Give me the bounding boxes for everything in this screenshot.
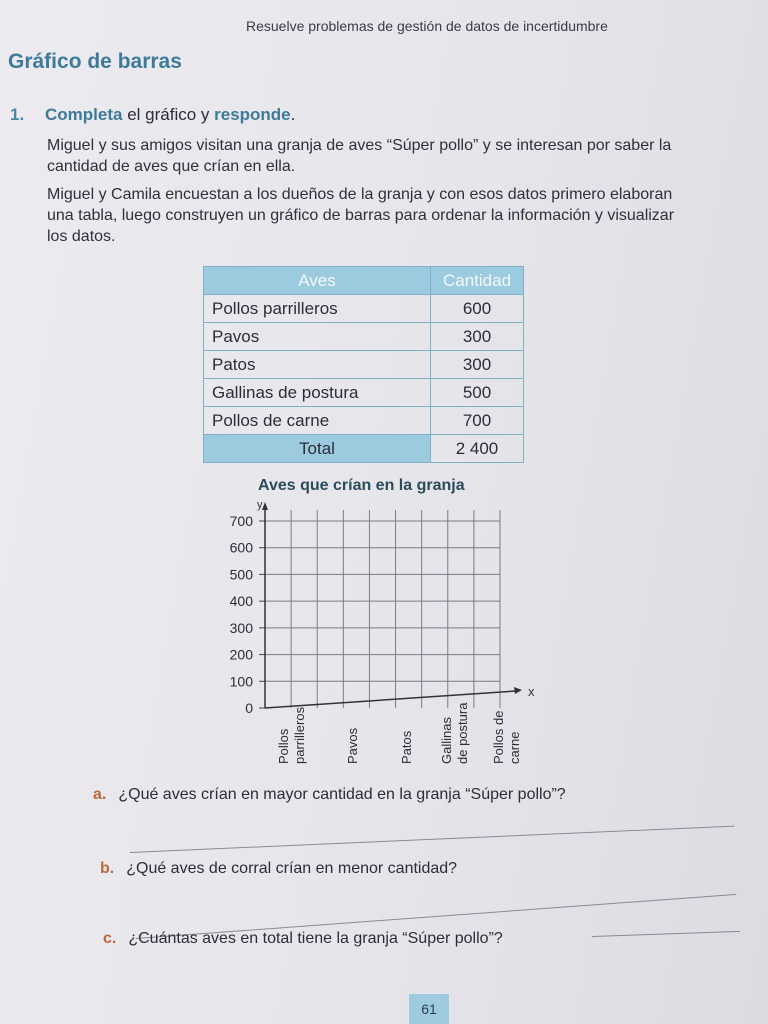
question-a-letter: a. (93, 786, 107, 803)
question-b-text: ¿Qué aves de corral crían en menor cantidad? (126, 860, 458, 877)
instruction-end: . (290, 105, 296, 124)
x-category-label (276, 706, 307, 764)
context-paragraph-2: Miguel y Camila encuestan a los dueños de la granja y con esos datos primero elaboran una tabla, luego construyen un gráfico de barras para ordenar la información y visualizar los datos. (47, 186, 675, 245)
header-quantity: Cantidad (431, 267, 524, 295)
y-tick-label: 600 (229, 539, 253, 556)
y-tick-label: 300 (229, 619, 253, 636)
question-a (93, 786, 566, 804)
x-category-label (399, 730, 414, 764)
question-b (100, 860, 457, 878)
x-category-label-line: Pollos de (491, 710, 506, 764)
y-axis-label: y (257, 499, 263, 511)
bird-name: Patos (204, 351, 431, 379)
bird-qty: 300 (431, 351, 524, 379)
question-a-text: ¿Qué aves crían en mayor cantidad en la granja “Súper pollo”? (118, 786, 566, 803)
x-category-label-line: Pollos (276, 728, 291, 764)
x-category-label-line: Pavos (345, 727, 360, 764)
x-category-label-line: Gallinas (439, 717, 454, 764)
chart-title: Aves que crían en la granja (258, 477, 465, 494)
x-category-label-line: de postura (455, 702, 470, 764)
exercise-number: 1. (10, 105, 25, 124)
y-tick-label: 200 (229, 646, 253, 663)
x-category-label (345, 727, 360, 764)
x-axis-arrow (514, 687, 522, 694)
question-c-letter: c. (103, 930, 117, 947)
y-axis-arrow (262, 502, 268, 510)
bird-name: Pavos (204, 323, 431, 351)
x-axis (265, 691, 516, 708)
bird-qty: 700 (431, 407, 524, 435)
instruction-middle: el gráfico y (122, 105, 215, 124)
bird-name: Pollos de carne (204, 407, 431, 435)
x-category-label-line: carne (507, 731, 522, 764)
x-category-label-line: parrilleros (292, 706, 307, 764)
instruction-keyword-complete: Completa (45, 105, 123, 124)
y-tick-label: 700 (229, 513, 253, 529)
question-c-text: ¿Cuántas aves en total tiene la granja “Súper pollo”? (128, 930, 503, 947)
answer-line-c[interactable] (592, 931, 740, 937)
x-category-label-line: Patos (399, 730, 414, 764)
x-category-label (439, 702, 470, 764)
y-tick-label: 400 (229, 593, 253, 610)
context-paragraph-1: Miguel y sus amigos visitan una granja de aves “Súper pollo” y se interesan por saber la cantidad de aves que crían en ella. (47, 137, 672, 175)
answer-line-a[interactable] (130, 826, 734, 853)
header-birds: Aves (204, 267, 431, 295)
total-label: Total (204, 435, 431, 463)
bird-qty: 500 (431, 379, 524, 407)
x-category-label (491, 711, 522, 764)
bird-name: Gallinas de postura (204, 379, 431, 407)
y-tick-label: 500 (229, 566, 253, 583)
section-title: Gráfico de barras (8, 50, 182, 73)
question-b-letter: b. (100, 860, 115, 877)
page-header: Resuelve problemas de gestión de datos de incertidumbre (246, 18, 608, 34)
bird-qty: 300 (431, 323, 524, 351)
bird-name: Pollos parrilleros (204, 295, 431, 323)
page-number: 61 (409, 994, 449, 1024)
total-value: 2 400 (431, 435, 524, 463)
x-axis-label: x (528, 684, 535, 699)
bird-qty: 600 (431, 295, 524, 323)
y-tick-label: 0 (245, 700, 253, 716)
y-tick-label: 100 (229, 673, 253, 690)
question-c (103, 930, 503, 948)
instruction-keyword-answer: responde (214, 105, 291, 124)
